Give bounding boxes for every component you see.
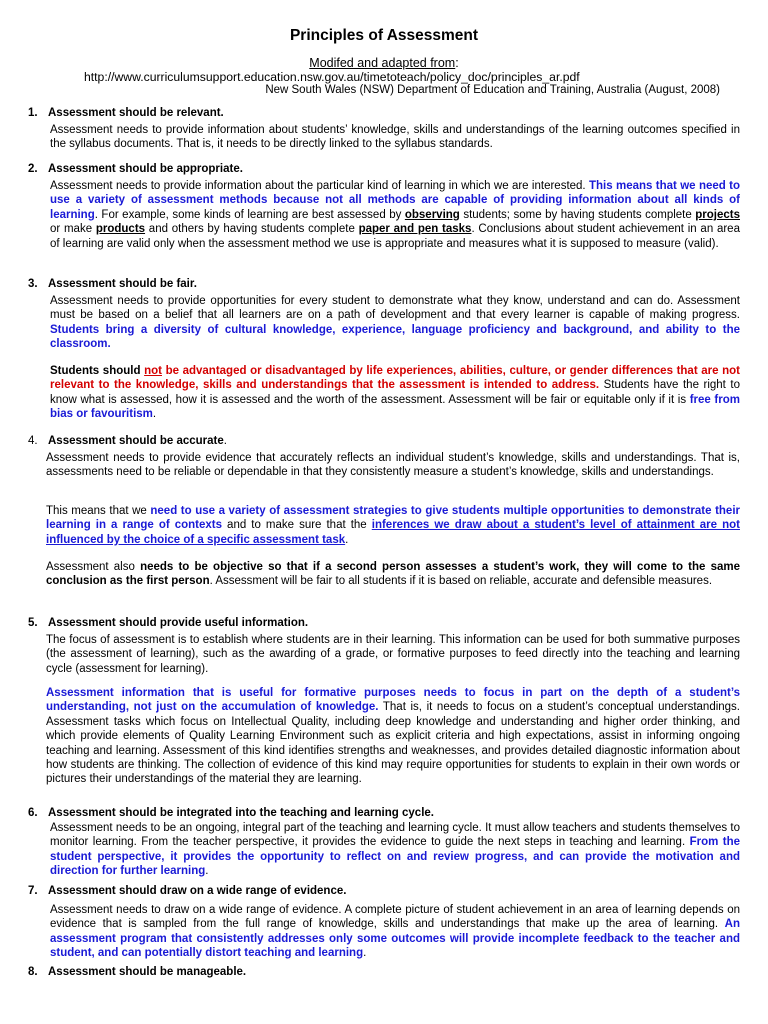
section-4-strategies-text: This means that we need to use a variety of assessment strategies to give students multiple opportunities to demonstrate their learning in a range of contexts and to make sure that the inferences we draw about a student’s level of attainment are not influenced by the choice of a specific assessment task. [46, 505, 740, 546]
section-4-text: Assessment needs to provide evidence that accurately reflects an individual student’s knowledge, skills and understandings. That is, assessments need to be reliable or dependable in that they consistently measure a student’s knowledge, skills and understandings. [46, 452, 740, 479]
source-label: Modifed and adapted from: [309, 56, 459, 70]
section-3-heading: 3. Assessment should be fair. [28, 278, 197, 290]
section-7-text: Assessment needs to draw on a wide range of evidence. A complete picture of student achievement in an area of learning depends on evidence that is sampled from the full range of knowledge, skills and understandings that make up the area of learning. An assessment program that consistently addresses only some outcomes will provide incomplete feedback to the teacher and student, and can potentially distort teaching and learning. [50, 904, 740, 960]
section-1-text: Assessment needs to provide information about students’ knowledge, skills and understandings of the learning outcomes specified in the syllabus documents. That is, it needs to be directly linked to the syllabus standards. [50, 124, 740, 151]
section-8-heading: 8. Assessment should be manageable. [28, 966, 247, 978]
section-4-heading: 4. Assessment should be accurate. [28, 435, 227, 447]
section-4-objective-text: Assessment also needs to be objective so that if a second person assesses a student’s work, they will come to the same conclusion as the first person. Assessment will be fair to all students if it is based on reliable, accurate and defensible measures. [46, 561, 740, 588]
section-6-heading: 6. Assessment should be integrated into the teaching and learning cycle. [28, 807, 434, 819]
page-title: Principles of Assessment [289, 27, 479, 44]
source-url: http://www.curriculumsupport.education.nsw.gov.au/timetoteach/policy_doc/principles_ar.pdf [84, 70, 580, 84]
section-5-heading: 5. Assessment should provide useful information. [28, 617, 309, 629]
section-6-text: Assessment needs to be an ongoing, integral part of the teaching and learning cycle. It must allow teachers and students themselves to monitor learning. From the teacher perspective, it provides the evidence to guide the next steps in teaching and learning. From the student perspective, it provides the opportunity to reflect on and review progress, and can provide the motivation and direction for further learning. [50, 822, 741, 878]
section-3-fairness-text: Students should not be advantaged or disadvantaged by life experiences, abilities, culture, or gender differences that are not relevant to the knowledge, skills and understandings that the assessment is intended to address. Students have the right to know what is assessed, how it is assessed and the worth of the assessment. Assessment will be fair or equitable only if it is free from bias or favouritism. [50, 365, 740, 421]
section-7-heading: 7. Assessment should draw on a wide range of evidence. [28, 885, 347, 897]
section-5-formative-text: Assessment information that is useful for formative purposes needs to focus in part on the depth of a student’s understanding, not just on the accumulation of knowledge. That is, it needs to focus on a student’s conceptual understandings. Assessment tasks which focus on Intellectual Quality, including deep knowledge and understanding and higher order thinking, and which provide elements of Quality Learning Environment such as explicit criteria and high expectations, assist in informing ongoing teaching and learning. Assessment of this kind identifies strengths and weaknesses, and provides detailed diagnostic information about how students are thinking. The collection of evidence of this kind may require opportunities for students to explain in their own words or pictures their understandings of the material they are learning. [46, 687, 741, 786]
section-2-heading: 2. Assessment should be appropriate. [28, 163, 243, 175]
source-org: New South Wales (NSW) Department of Education and Training, Australia (August, 2008) [265, 84, 720, 96]
section-1-heading: 1. Assessment should be relevant. [28, 107, 224, 119]
section-2-text: Assessment needs to provide information about the particular kind of learning in which we are interested. This means that we need to use a variety of assessment methods because not all methods are capable of providing information about all kinds of learning. For example, some kinds of learning are best assessed by observing students; some by having students complete projects or make products and others by having students complete paper and pen tasks. Conclusions about student achievement in an area of learning are valid only when the assessment method we use is appropriate and measures what it is supposed to measure (valid). [50, 180, 741, 250]
section-5-text: The focus of assessment is to establish where students are in their learning. This information can be used for both summative purposes (the assessment of learning), such as the awarding of a grade, or formative purposes to feed directly into the teaching and learning cycle (assessment for learning). [46, 634, 740, 675]
section-3-text: Assessment needs to provide opportunities for every student to demonstrate what they know, understand and can do. Assessment must be based on a belief that all learners are on a path of development and that every learner is capable of making progress. Students bring a diversity of cultural knowledge, experience, language proficiency and background, and ability to the classroom. [50, 295, 740, 351]
